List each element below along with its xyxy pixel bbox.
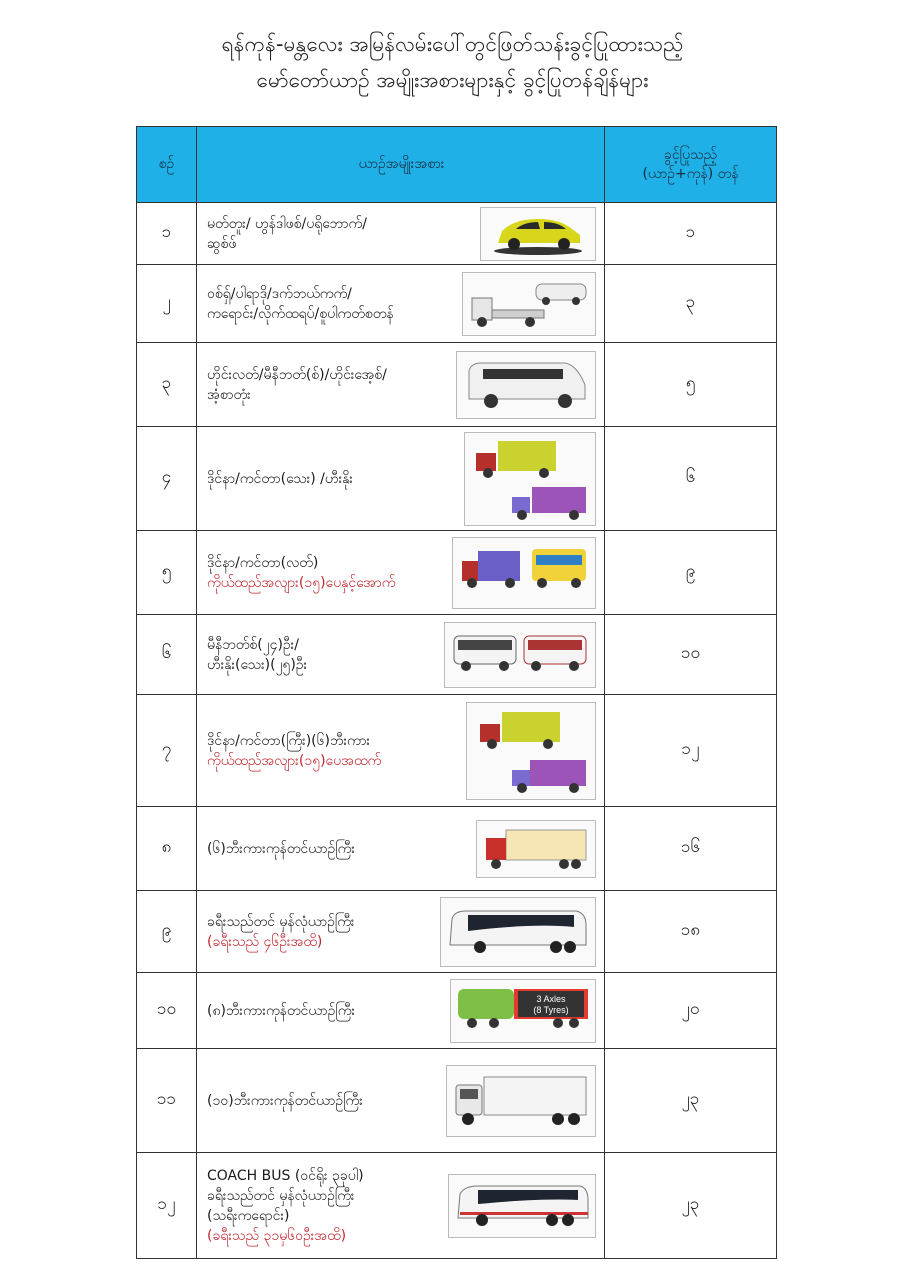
axle-label-line1: 3 Axles bbox=[536, 993, 566, 1004]
vehicle-description bbox=[197, 695, 605, 807]
allowed-tons: ၁၈ bbox=[605, 891, 777, 973]
header-no: စဉ် bbox=[137, 127, 197, 203]
desc-red-note: ကိုယ်ထည်အလျား(၁၅)ပေနှင့်အောက် bbox=[207, 574, 396, 591]
desc-line: ခရီးသည်တင် မှန်လုံယာဉ်ကြီး bbox=[207, 1187, 355, 1204]
table-row bbox=[137, 203, 777, 265]
desc-line: ဝစ်ရှ်/ပါရာဒို/ဒက်ဘယ်ကက်/ bbox=[207, 285, 352, 302]
medium-trucks-icon bbox=[466, 702, 596, 800]
table-header bbox=[137, 127, 777, 203]
desc-line: (၆)ဘီးကားကုန်တင်ယာဉ်ကြီး bbox=[207, 840, 355, 857]
long-coach-icon bbox=[448, 1174, 596, 1238]
page-title-line-1: ရန်ကုန်-မန္တလေး အမြန်လမ်းပေါ်တွင်ဖြတ်သန်းခွင့်ပြုထားသည့် bbox=[221, 32, 684, 56]
van-icon bbox=[456, 351, 596, 419]
vehicle-description bbox=[197, 427, 605, 531]
table-row bbox=[137, 695, 777, 807]
desc-line: မတ်တူး/ ဟွန်ဒါဖစ်/ပရိုဘောက်/ bbox=[207, 215, 367, 232]
table-row bbox=[137, 807, 777, 891]
row-number: ၃ bbox=[137, 343, 197, 427]
vehicle-description bbox=[197, 265, 605, 343]
allowed-tons: ၅ bbox=[605, 343, 777, 427]
allowed-tons: ၆ bbox=[605, 427, 777, 531]
desc-line: ဒိုင်နာ/ကင်တာ(ကြီး)(၆)ဘီးကား bbox=[207, 732, 371, 749]
desc-line: ခရီးသည်တင် မှန်လုံယာဉ်ကြီး bbox=[207, 913, 355, 930]
allowed-tons: ၂၀ bbox=[605, 973, 777, 1049]
table-row bbox=[137, 615, 777, 695]
vehicle-description bbox=[197, 1049, 605, 1153]
pickup-suv-icon bbox=[462, 272, 596, 336]
desc-line: ဒိုင်နာ/ကင်တာ(သေး) /ဟီးနိုး bbox=[207, 470, 353, 487]
desc-line: အံ့စာတုံး bbox=[207, 386, 251, 403]
six-wheel-truck-icon bbox=[476, 820, 596, 878]
vehicle-description bbox=[197, 973, 605, 1049]
table-row bbox=[137, 265, 777, 343]
vehicle-table bbox=[136, 126, 777, 1259]
vehicle-description bbox=[197, 531, 605, 615]
coach-bus-icon bbox=[440, 897, 596, 967]
desc-line: (သရီးကရောင်း) bbox=[207, 1207, 290, 1224]
row-number: ၈ bbox=[137, 807, 197, 891]
table-row bbox=[137, 1049, 777, 1153]
allowed-tons: ၁၂ bbox=[605, 695, 777, 807]
desc-red-note: ကိုယ်ထည်အလျား(၁၅)ပေအထက် bbox=[207, 752, 382, 769]
desc-line: ဆွစ်ဖ် bbox=[207, 235, 237, 252]
row-number: ၂ bbox=[137, 265, 197, 343]
header-allowed bbox=[605, 127, 777, 203]
table-row bbox=[137, 343, 777, 427]
desc-line: ကရောင်း/လိုက်ထရပ်/စူပါကတ်စတန် bbox=[207, 305, 394, 322]
light-trucks-icon bbox=[464, 432, 596, 526]
header-allowed-line1: ခွင့်ပြုသည့် bbox=[663, 146, 718, 163]
row-number: ၇ bbox=[137, 695, 197, 807]
desc-line: ဟီးနိုး(သေး)(၂၅)ဦး bbox=[207, 656, 308, 673]
row-number: ၆ bbox=[137, 615, 197, 695]
page-title-line-2: မော်တော်ယာဉ် အမျိုးအစားများနှင့် ခွင့်ပြုတန်ချိန်များ bbox=[256, 68, 649, 92]
desc-line: ဒိုင်နာ/ကင်တာ(လတ်) bbox=[207, 554, 319, 571]
allowed-tons: ၉ bbox=[605, 531, 777, 615]
vehicle-description bbox=[197, 1153, 605, 1259]
desc-line: မီနီဘတ်စ်(၂၄)ဦး/ bbox=[207, 636, 299, 653]
allowed-tons: ၂၃ bbox=[605, 1153, 777, 1259]
three-axle-truck-icon bbox=[450, 979, 596, 1043]
table-row bbox=[137, 531, 777, 615]
desc-red-note: (ခရီးသည် ၃၁မှ၆၀ဦးအထိ) bbox=[207, 1227, 347, 1244]
table-row bbox=[137, 427, 777, 531]
row-number: ၉ bbox=[137, 891, 197, 973]
row-number: ၁၀ bbox=[137, 973, 197, 1049]
allowed-tons: ၃ bbox=[605, 265, 777, 343]
truck-and-bus-icon bbox=[452, 537, 596, 609]
minibuses-icon bbox=[444, 622, 596, 688]
desc-line: (၈)ဘီးကားကုန်တင်ယာဉ်ကြီး bbox=[207, 1002, 356, 1019]
vehicle-description bbox=[197, 807, 605, 891]
allowed-tons: ၂၃ bbox=[605, 1049, 777, 1153]
axle-label-line2: (8 Tyres) bbox=[533, 1004, 569, 1015]
table-row bbox=[137, 891, 777, 973]
vehicle-description bbox=[197, 615, 605, 695]
box-truck-icon bbox=[446, 1065, 596, 1137]
vehicle-description bbox=[197, 203, 605, 265]
allowed-tons: ၁၆ bbox=[605, 807, 777, 891]
row-number: ၁၁ bbox=[137, 1049, 197, 1153]
row-number: ၁ bbox=[137, 203, 197, 265]
row-number: ၅ bbox=[137, 531, 197, 615]
desc-red-note: (ခရီးသည် ၄၆ဦးအထိ) bbox=[207, 933, 323, 950]
allowed-tons: ၁၀ bbox=[605, 615, 777, 695]
desc-line: (၁၀)ဘီးကားကုန်တင်ယာဉ်ကြီး bbox=[207, 1092, 363, 1109]
vehicle-description bbox=[197, 343, 605, 427]
desc-line: COACH BUS (ဝင်ရိုး ၃ခုပါ) bbox=[207, 1167, 364, 1184]
row-number: ၄ bbox=[137, 427, 197, 531]
desc-line: ဟိုင်းလတ်/မီနီဘတ်(စ်)/ဟိုင်းအေ့စ်/ bbox=[207, 366, 387, 383]
car-icon bbox=[480, 207, 596, 261]
table-row bbox=[137, 973, 777, 1049]
vehicle-description bbox=[197, 891, 605, 973]
header-allowed-line2: (ယာဉ်+ကုန်) တန် bbox=[642, 165, 739, 182]
header-type: ယာဉ်အမျိုးအစား bbox=[197, 127, 605, 203]
table-row bbox=[137, 1153, 777, 1259]
row-number: ၁၂ bbox=[137, 1153, 197, 1259]
allowed-tons: ၁ bbox=[605, 203, 777, 265]
